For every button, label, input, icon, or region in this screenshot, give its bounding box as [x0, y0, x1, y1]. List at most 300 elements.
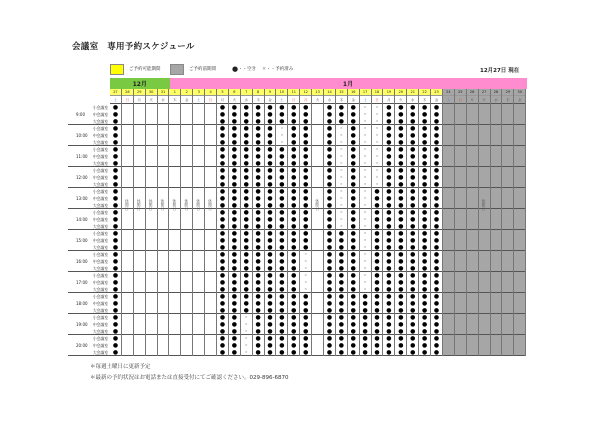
slot-vacant[interactable]: ● — [255, 104, 261, 111]
slot-vacant[interactable]: ● — [279, 230, 285, 237]
slot-vacant[interactable]: ● — [255, 258, 261, 265]
slot-vacant[interactable]: ● — [421, 230, 428, 237]
slot-vacant[interactable]: ● — [276, 181, 287, 188]
slot-vacant[interactable]: ● — [303, 104, 309, 111]
slot-vacant[interactable]: ● — [395, 160, 406, 167]
slot-vacant[interactable]: ● — [407, 160, 418, 167]
slot-vacant[interactable]: ● — [243, 111, 249, 118]
slot-vacant[interactable]: ● — [276, 223, 287, 230]
slot-vacant[interactable]: ● — [407, 307, 418, 314]
slot-vacant[interactable]: ● — [303, 174, 309, 181]
slot-vacant[interactable]: ● — [255, 300, 261, 307]
slot-vacant[interactable]: ● — [267, 258, 273, 265]
slot-vacant[interactable]: ● — [410, 251, 416, 258]
slot-vacant[interactable]: ● — [219, 314, 226, 321]
slot-vacant[interactable]: ● — [419, 139, 430, 146]
slot-vacant[interactable]: ● — [112, 146, 119, 153]
slot-vacant[interactable]: ● — [386, 237, 392, 244]
slot-vacant[interactable]: ● — [231, 146, 237, 153]
slot-vacant[interactable]: ● — [288, 244, 299, 251]
slot-vacant[interactable]: ● — [291, 251, 297, 258]
slot-vacant[interactable]: ● — [326, 209, 333, 216]
slot-booked[interactable]: × — [339, 133, 343, 137]
slot-vacant[interactable]: ● — [219, 342, 226, 349]
slot-vacant[interactable]: ● — [350, 342, 356, 349]
slot-vacant[interactable]: ● — [326, 167, 333, 174]
slot-vacant[interactable]: ● — [326, 300, 333, 307]
slot-vacant[interactable]: ● — [348, 202, 359, 209]
slot-vacant[interactable]: ● — [407, 202, 418, 209]
slot-vacant[interactable]: ● — [431, 244, 442, 251]
slot-vacant[interactable]: ● — [433, 125, 440, 132]
slot-vacant[interactable]: ● — [350, 174, 356, 181]
slot-vacant[interactable]: ● — [338, 237, 344, 244]
slot-vacant[interactable]: ● — [219, 146, 226, 153]
slot-vacant[interactable]: ● — [433, 132, 440, 139]
slot-vacant[interactable]: ● — [433, 188, 440, 195]
slot-vacant[interactable]: ● — [350, 251, 356, 258]
slot-vacant[interactable]: ● — [386, 153, 392, 160]
slot-vacant[interactable]: ● — [276, 118, 287, 125]
slot-vacant[interactable]: ● — [291, 342, 297, 349]
slot-vacant[interactable]: ● — [386, 300, 392, 307]
slot-vacant[interactable]: ● — [410, 153, 416, 160]
slot-vacant[interactable]: ● — [350, 321, 356, 328]
slot-vacant[interactable]: ● — [219, 335, 226, 342]
slot-vacant[interactable]: ● — [350, 209, 356, 216]
slot-vacant[interactable]: ● — [276, 286, 287, 293]
slot-vacant[interactable]: ● — [219, 272, 226, 279]
slot-vacant[interactable]: ● — [350, 153, 356, 160]
slot-vacant[interactable]: ● — [410, 272, 416, 279]
slot-vacant[interactable]: ● — [372, 349, 383, 356]
slot-vacant[interactable]: ● — [419, 160, 430, 167]
slot-vacant[interactable]: ● — [433, 237, 440, 244]
slot-vacant[interactable]: ● — [324, 202, 335, 209]
slot-vacant[interactable]: ● — [407, 349, 418, 356]
slot-vacant[interactable]: ● — [267, 188, 273, 195]
slot-vacant[interactable]: ● — [253, 286, 264, 293]
slot-vacant[interactable]: ● — [229, 118, 240, 125]
slot-vacant[interactable]: ● — [407, 223, 418, 230]
slot-vacant[interactable]: ● — [219, 153, 226, 160]
slot-vacant[interactable]: ● — [276, 244, 287, 251]
slot-booked[interactable]: × — [280, 126, 284, 130]
slot-vacant[interactable]: ● — [255, 125, 261, 132]
slot-vacant[interactable]: ● — [395, 328, 406, 335]
slot-vacant[interactable]: ● — [229, 265, 240, 272]
slot-booked[interactable]: × — [360, 160, 371, 167]
slot-vacant[interactable]: ● — [267, 335, 273, 342]
slot-booked[interactable]: × — [300, 265, 311, 272]
slot-vacant[interactable]: ● — [267, 314, 273, 321]
slot-vacant[interactable]: ● — [231, 111, 237, 118]
slot-vacant[interactable]: ● — [324, 160, 335, 167]
slot-vacant[interactable]: ● — [303, 209, 309, 216]
slot-vacant[interactable]: ● — [243, 153, 249, 160]
slot-vacant[interactable]: ● — [421, 132, 428, 139]
slot-vacant[interactable]: ● — [243, 293, 249, 300]
slot-vacant[interactable]: ● — [231, 174, 237, 181]
slot-vacant[interactable]: ● — [243, 104, 249, 111]
slot-vacant[interactable]: ● — [326, 146, 333, 153]
slot-booked[interactable]: × — [339, 210, 343, 214]
slot-booked[interactable]: × — [360, 181, 371, 188]
slot-vacant[interactable]: ● — [326, 195, 333, 202]
slot-vacant[interactable]: ● — [386, 209, 392, 216]
slot-vacant[interactable]: ● — [338, 230, 344, 237]
slot-vacant[interactable]: ● — [291, 314, 297, 321]
slot-vacant[interactable]: ● — [243, 125, 249, 132]
slot-booked[interactable]: × — [360, 139, 371, 146]
slot-vacant[interactable]: ● — [431, 202, 442, 209]
slot-vacant[interactable]: ● — [279, 188, 285, 195]
slot-booked[interactable]: × — [363, 238, 367, 242]
slot-vacant[interactable]: ● — [336, 349, 347, 356]
slot-vacant[interactable]: ● — [110, 328, 121, 335]
slot-vacant[interactable]: ● — [229, 328, 240, 335]
slot-vacant[interactable]: ● — [300, 307, 311, 314]
slot-vacant[interactable]: ● — [267, 279, 273, 286]
slot-vacant[interactable]: ● — [421, 153, 428, 160]
slot-vacant[interactable]: ● — [338, 258, 344, 265]
slot-booked[interactable]: × — [375, 133, 379, 137]
slot-vacant[interactable]: ● — [362, 314, 368, 321]
slot-vacant[interactable]: ● — [433, 279, 440, 286]
slot-vacant[interactable]: ● — [433, 293, 440, 300]
slot-vacant[interactable]: ● — [386, 174, 392, 181]
slot-vacant[interactable]: ● — [219, 279, 226, 286]
slot-vacant[interactable]: ● — [110, 118, 121, 125]
slot-vacant[interactable]: ● — [410, 342, 416, 349]
slot-vacant[interactable]: ● — [231, 279, 237, 286]
slot-vacant[interactable]: ● — [267, 251, 273, 258]
slot-booked[interactable]: × — [363, 112, 367, 116]
slot-vacant[interactable]: ● — [433, 251, 440, 258]
slot-vacant[interactable]: ● — [419, 328, 430, 335]
slot-booked[interactable]: × — [375, 147, 379, 151]
slot-vacant[interactable]: ● — [372, 265, 383, 272]
slot-vacant[interactable]: ● — [219, 104, 226, 111]
slot-vacant[interactable]: ● — [217, 328, 228, 335]
slot-booked[interactable]: × — [360, 286, 371, 293]
slot-booked[interactable]: × — [241, 328, 252, 335]
slot-vacant[interactable]: ● — [407, 286, 418, 293]
slot-vacant[interactable]: ● — [279, 146, 285, 153]
slot-vacant[interactable]: ● — [291, 237, 297, 244]
slot-vacant[interactable]: ● — [383, 265, 394, 272]
slot-booked[interactable]: × — [280, 133, 284, 137]
slot-vacant[interactable]: ● — [231, 300, 237, 307]
slot-vacant[interactable]: ● — [231, 314, 237, 321]
slot-vacant[interactable]: ● — [410, 300, 416, 307]
slot-vacant[interactable]: ● — [419, 349, 430, 356]
slot-vacant[interactable]: ● — [231, 153, 237, 160]
slot-vacant[interactable]: ● — [303, 216, 309, 223]
slot-vacant[interactable]: ● — [219, 230, 226, 237]
slot-vacant[interactable]: ● — [253, 265, 264, 272]
slot-vacant[interactable]: ● — [410, 167, 416, 174]
slot-vacant[interactable]: ● — [291, 209, 297, 216]
slot-vacant[interactable]: ● — [398, 279, 404, 286]
slot-vacant[interactable]: ● — [395, 139, 406, 146]
slot-vacant[interactable]: ● — [398, 314, 404, 321]
slot-vacant[interactable]: ● — [433, 321, 440, 328]
slot-vacant[interactable]: ● — [336, 286, 347, 293]
slot-vacant[interactable]: ● — [398, 167, 404, 174]
slot-vacant[interactable]: ● — [431, 349, 442, 356]
slot-vacant[interactable]: ● — [410, 111, 416, 118]
slot-vacant[interactable]: ● — [291, 153, 297, 160]
slot-vacant[interactable]: ● — [348, 286, 359, 293]
slot-vacant[interactable]: ● — [112, 314, 119, 321]
slot-booked[interactable]: × — [375, 126, 379, 130]
slot-vacant[interactable]: ● — [421, 314, 428, 321]
slot-vacant[interactable]: ● — [291, 125, 297, 132]
slot-vacant[interactable]: ● — [433, 174, 440, 181]
slot-vacant[interactable]: ● — [398, 111, 404, 118]
slot-vacant[interactable]: ● — [231, 209, 237, 216]
slot-vacant[interactable]: ● — [110, 265, 121, 272]
slot-vacant[interactable]: ● — [303, 314, 309, 321]
slot-vacant[interactable]: ● — [372, 223, 383, 230]
slot-vacant[interactable]: ● — [112, 195, 119, 202]
slot-vacant[interactable]: ● — [431, 307, 442, 314]
slot-vacant[interactable]: ● — [279, 258, 285, 265]
slot-vacant[interactable]: ● — [348, 349, 359, 356]
slot-booked[interactable]: × — [375, 168, 379, 172]
slot-vacant[interactable]: ● — [291, 174, 297, 181]
slot-vacant[interactable]: ● — [231, 272, 237, 279]
slot-booked[interactable]: × — [363, 175, 367, 179]
slot-vacant[interactable]: ● — [410, 209, 416, 216]
slot-vacant[interactable]: ● — [395, 223, 406, 230]
slot-vacant[interactable]: ● — [265, 286, 276, 293]
slot-vacant[interactable]: ● — [267, 146, 273, 153]
slot-vacant[interactable]: ● — [398, 237, 404, 244]
slot-vacant[interactable]: ● — [276, 328, 287, 335]
slot-vacant[interactable]: ● — [303, 111, 309, 118]
slot-vacant[interactable]: ● — [348, 307, 359, 314]
slot-vacant[interactable]: ● — [300, 139, 311, 146]
slot-vacant[interactable]: ● — [217, 118, 228, 125]
slot-vacant[interactable]: ● — [336, 307, 347, 314]
slot-vacant[interactable]: ● — [326, 279, 333, 286]
slot-vacant[interactable]: ● — [431, 265, 442, 272]
slot-vacant[interactable]: ● — [338, 104, 344, 111]
slot-booked[interactable]: × — [360, 202, 371, 209]
slot-vacant[interactable]: ● — [288, 118, 299, 125]
slot-vacant[interactable]: ● — [112, 237, 119, 244]
slot-vacant[interactable]: ● — [303, 342, 309, 349]
slot-vacant[interactable]: ● — [374, 342, 380, 349]
slot-vacant[interactable]: ● — [279, 279, 285, 286]
slot-vacant[interactable]: ● — [433, 258, 440, 265]
slot-vacant[interactable]: ● — [326, 251, 333, 258]
slot-vacant[interactable]: ● — [267, 293, 273, 300]
slot-vacant[interactable]: ● — [243, 216, 249, 223]
slot-vacant[interactable]: ● — [326, 125, 333, 132]
slot-vacant[interactable]: ● — [291, 188, 297, 195]
slot-vacant[interactable]: ● — [386, 258, 392, 265]
slot-vacant[interactable]: ● — [386, 272, 392, 279]
slot-vacant[interactable]: ● — [398, 251, 404, 258]
slot-vacant[interactable]: ● — [241, 244, 252, 251]
slot-vacant[interactable]: ● — [243, 300, 249, 307]
slot-booked[interactable]: × — [372, 160, 383, 167]
slot-booked[interactable]: × — [339, 126, 343, 130]
slot-vacant[interactable]: ● — [338, 251, 344, 258]
slot-vacant[interactable]: ● — [421, 111, 428, 118]
slot-vacant[interactable]: ● — [383, 118, 394, 125]
slot-booked[interactable]: × — [363, 259, 367, 263]
slot-vacant[interactable]: ● — [421, 293, 428, 300]
slot-vacant[interactable]: ● — [431, 181, 442, 188]
slot-vacant[interactable]: ● — [303, 125, 309, 132]
slot-vacant[interactable]: ● — [374, 279, 380, 286]
slot-vacant[interactable]: ● — [350, 258, 356, 265]
slot-vacant[interactable]: ● — [398, 132, 404, 139]
slot-vacant[interactable]: ● — [303, 293, 309, 300]
slot-vacant[interactable]: ● — [398, 195, 404, 202]
slot-vacant[interactable]: ● — [421, 146, 428, 153]
slot-vacant[interactable]: ● — [372, 328, 383, 335]
slot-vacant[interactable]: ● — [386, 314, 392, 321]
slot-vacant[interactable]: ● — [219, 167, 226, 174]
slot-vacant[interactable]: ● — [326, 237, 333, 244]
slot-vacant[interactable]: ● — [243, 272, 249, 279]
slot-vacant[interactable]: ● — [265, 118, 276, 125]
slot-vacant[interactable]: ● — [288, 139, 299, 146]
slot-vacant[interactable]: ● — [303, 300, 309, 307]
slot-vacant[interactable]: ● — [231, 132, 237, 139]
slot-vacant[interactable]: ● — [255, 111, 261, 118]
slot-vacant[interactable]: ● — [267, 321, 273, 328]
slot-vacant[interactable]: ● — [383, 307, 394, 314]
slot-booked[interactable]: × — [339, 189, 343, 193]
slot-vacant[interactable]: ● — [338, 342, 344, 349]
slot-vacant[interactable]: ● — [110, 181, 121, 188]
slot-vacant[interactable]: ● — [229, 139, 240, 146]
slot-vacant[interactable]: ● — [326, 321, 333, 328]
slot-vacant[interactable]: ● — [324, 139, 335, 146]
slot-vacant[interactable]: ● — [112, 279, 119, 286]
slot-vacant[interactable]: ● — [253, 139, 264, 146]
slot-booked[interactable]: × — [360, 118, 371, 125]
slot-vacant[interactable]: ● — [229, 181, 240, 188]
slot-vacant[interactable]: ● — [112, 188, 119, 195]
slot-vacant[interactable]: ● — [362, 342, 368, 349]
slot-vacant[interactable]: ● — [279, 111, 285, 118]
slot-vacant[interactable]: ● — [433, 104, 440, 111]
slot-vacant[interactable]: ● — [326, 230, 333, 237]
slot-vacant[interactable]: ● — [255, 230, 261, 237]
slot-vacant[interactable]: ● — [374, 230, 380, 237]
slot-vacant[interactable]: ● — [219, 209, 226, 216]
slot-vacant[interactable]: ● — [419, 181, 430, 188]
slot-vacant[interactable]: ● — [291, 258, 297, 265]
slot-vacant[interactable]: ● — [386, 167, 392, 174]
slot-vacant[interactable]: ● — [241, 307, 252, 314]
slot-vacant[interactable]: ● — [348, 118, 359, 125]
slot-vacant[interactable]: ● — [243, 132, 249, 139]
slot-vacant[interactable]: ● — [291, 230, 297, 237]
slot-vacant[interactable]: ● — [110, 349, 121, 356]
slot-vacant[interactable]: ● — [241, 139, 252, 146]
slot-vacant[interactable]: ● — [386, 321, 392, 328]
slot-vacant[interactable]: ● — [395, 265, 406, 272]
slot-vacant[interactable]: ● — [410, 237, 416, 244]
slot-vacant[interactable]: ● — [386, 293, 392, 300]
slot-vacant[interactable]: ● — [112, 300, 119, 307]
slot-vacant[interactable]: ● — [279, 314, 285, 321]
slot-vacant[interactable]: ● — [279, 174, 285, 181]
slot-booked[interactable]: × — [372, 139, 383, 146]
slot-vacant[interactable]: ● — [279, 293, 285, 300]
slot-vacant[interactable]: ● — [243, 258, 249, 265]
slot-vacant[interactable]: ● — [338, 314, 344, 321]
slot-vacant[interactable]: ● — [386, 251, 392, 258]
slot-vacant[interactable]: ● — [374, 237, 380, 244]
slot-vacant[interactable]: ● — [112, 335, 119, 342]
slot-vacant[interactable]: ● — [110, 202, 121, 209]
slot-vacant[interactable]: ● — [219, 300, 226, 307]
slot-vacant[interactable]: ● — [291, 132, 297, 139]
slot-vacant[interactable]: ● — [279, 195, 285, 202]
slot-booked[interactable]: × — [339, 154, 343, 158]
slot-vacant[interactable]: ● — [229, 244, 240, 251]
slot-vacant[interactable]: ● — [112, 174, 119, 181]
slot-booked[interactable]: × — [363, 168, 367, 172]
slot-vacant[interactable]: ● — [255, 272, 261, 279]
slot-vacant[interactable]: ● — [360, 307, 371, 314]
slot-vacant[interactable]: ● — [326, 335, 333, 342]
slot-vacant[interactable]: ● — [112, 230, 119, 237]
slot-vacant[interactable]: ● — [219, 111, 226, 118]
slot-vacant[interactable]: ● — [386, 146, 392, 153]
slot-vacant[interactable]: ● — [253, 307, 264, 314]
slot-vacant[interactable]: ● — [372, 307, 383, 314]
slot-vacant[interactable]: ● — [303, 195, 309, 202]
slot-vacant[interactable]: ● — [431, 328, 442, 335]
slot-vacant[interactable]: ● — [398, 125, 404, 132]
slot-vacant[interactable]: ● — [383, 244, 394, 251]
slot-vacant[interactable]: ● — [253, 118, 264, 125]
slot-vacant[interactable]: ● — [110, 286, 121, 293]
slot-vacant[interactable]: ● — [243, 251, 249, 258]
slot-vacant[interactable]: ● — [241, 286, 252, 293]
slot-vacant[interactable]: ● — [398, 342, 404, 349]
slot-vacant[interactable]: ● — [326, 174, 333, 181]
slot-vacant[interactable]: ● — [300, 328, 311, 335]
slot-vacant[interactable]: ● — [326, 188, 333, 195]
slot-vacant[interactable]: ● — [374, 195, 380, 202]
slot-vacant[interactable]: ● — [350, 279, 356, 286]
slot-vacant[interactable]: ● — [110, 307, 121, 314]
slot-vacant[interactable]: ● — [255, 335, 261, 342]
slot-vacant[interactable]: ● — [386, 230, 392, 237]
slot-vacant[interactable]: ● — [231, 125, 237, 132]
slot-vacant[interactable]: ● — [112, 153, 119, 160]
slot-vacant[interactable]: ● — [255, 167, 261, 174]
slot-booked[interactable]: × — [363, 105, 367, 109]
slot-vacant[interactable]: ● — [241, 118, 252, 125]
slot-vacant[interactable]: ● — [303, 188, 309, 195]
slot-vacant[interactable]: ● — [395, 349, 406, 356]
slot-vacant[interactable]: ● — [265, 307, 276, 314]
slot-vacant[interactable]: ● — [241, 223, 252, 230]
slot-vacant[interactable]: ● — [300, 118, 311, 125]
